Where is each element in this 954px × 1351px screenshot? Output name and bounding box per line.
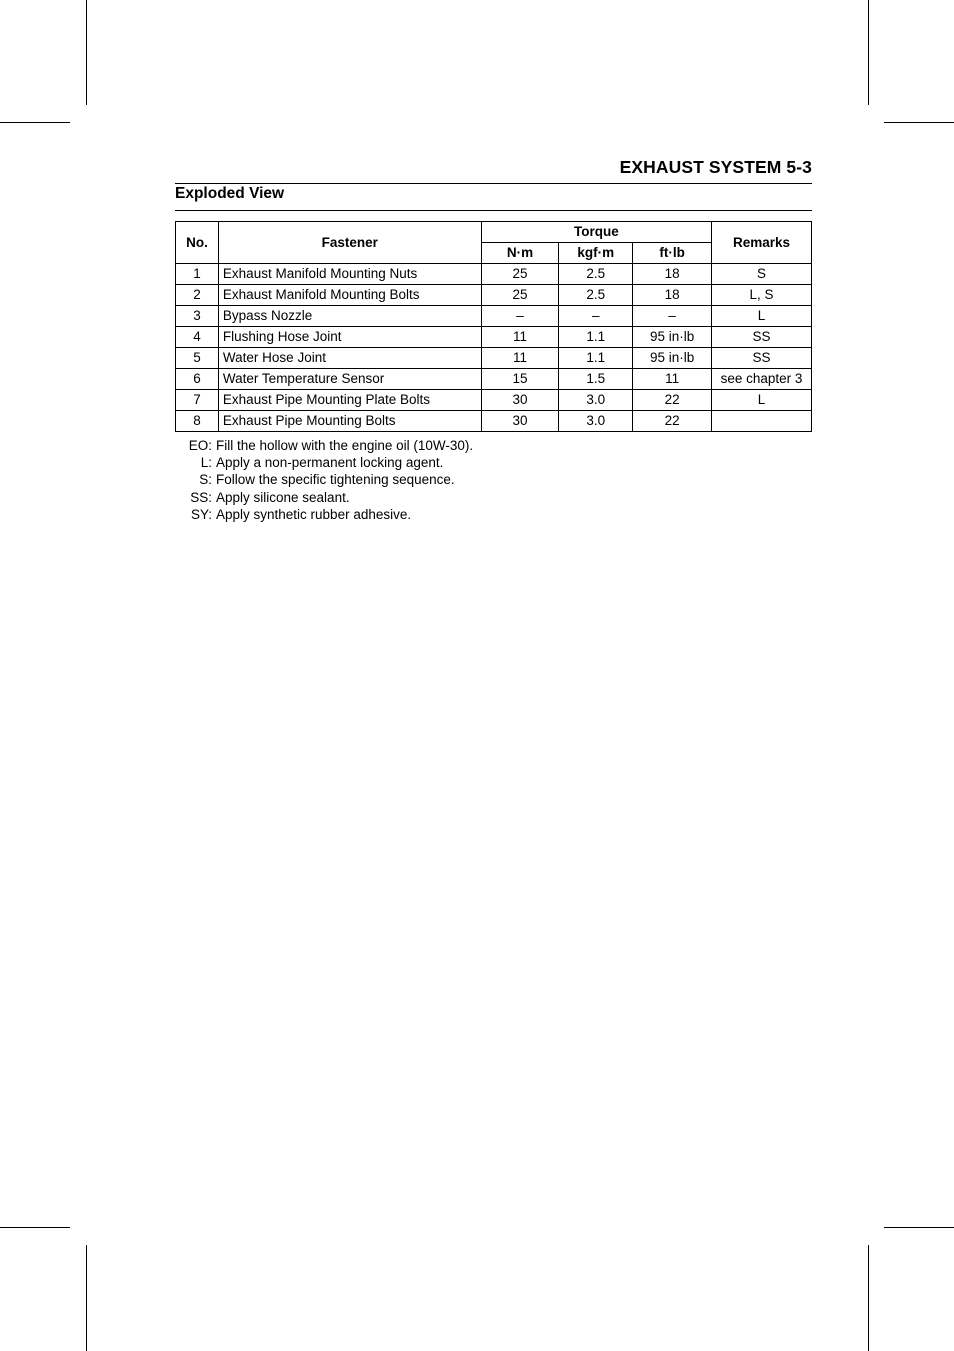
note-text: Follow the specific tightening sequence. bbox=[216, 472, 455, 488]
note-item bbox=[175, 454, 473, 471]
cell-remarks: see chapter 3 bbox=[712, 369, 812, 390]
page-header-title: EXHAUST SYSTEM 5-3 bbox=[619, 157, 812, 177]
crop-mark-top-left-vertical bbox=[86, 0, 87, 105]
cell-no: 5 bbox=[176, 348, 219, 369]
table-row bbox=[176, 306, 812, 327]
crop-mark-bottom-right-horizontal bbox=[884, 1227, 954, 1228]
section-rule bbox=[175, 210, 812, 211]
note-text: Apply a non-permanent locking agent. bbox=[216, 455, 444, 471]
crop-mark-top-right-vertical bbox=[868, 0, 869, 105]
cell-nm: – bbox=[481, 306, 559, 327]
notes-list bbox=[175, 437, 473, 523]
section-title: Exploded View bbox=[175, 185, 285, 202]
header-fastener: Fastener bbox=[218, 222, 481, 264]
cell-no: 7 bbox=[176, 390, 219, 411]
note-code: S: bbox=[199, 472, 212, 488]
torque-table bbox=[175, 221, 812, 432]
crop-mark-bottom-left-horizontal bbox=[0, 1227, 70, 1228]
cell-fastener: Water Hose Joint bbox=[218, 348, 481, 369]
cell-remarks bbox=[712, 411, 812, 432]
cell-no: 3 bbox=[176, 306, 219, 327]
crop-mark-bottom-left-vertical bbox=[86, 1245, 87, 1351]
table-row bbox=[176, 390, 812, 411]
crop-mark-top-right-horizontal bbox=[884, 122, 954, 123]
note-item bbox=[175, 489, 473, 506]
cell-remarks: L, S bbox=[712, 285, 812, 306]
cell-nm: 25 bbox=[481, 285, 559, 306]
cell-kgfm: 2.5 bbox=[559, 264, 633, 285]
note-text: Apply synthetic rubber adhesive. bbox=[216, 506, 412, 522]
cell-kgfm: 3.0 bbox=[559, 411, 633, 432]
cell-fastener: Bypass Nozzle bbox=[218, 306, 481, 327]
note-item bbox=[175, 471, 473, 488]
header-rule bbox=[175, 183, 812, 184]
cell-nm: 30 bbox=[481, 390, 559, 411]
table-row bbox=[176, 348, 812, 369]
cell-fastener: Water Temperature Sensor bbox=[218, 369, 481, 390]
cell-kgfm: 1.1 bbox=[559, 348, 633, 369]
header-unit-ftlb: ft·lb bbox=[633, 243, 712, 264]
cell-ftlb: 95 in·lb bbox=[633, 327, 712, 348]
cell-kgfm: 2.5 bbox=[559, 285, 633, 306]
cell-kgfm: 3.0 bbox=[559, 390, 633, 411]
crop-mark-bottom-right-vertical bbox=[868, 1245, 869, 1351]
cell-kgfm: – bbox=[559, 306, 633, 327]
table-row bbox=[176, 285, 812, 306]
note-text: Apply silicone sealant. bbox=[216, 489, 350, 505]
cell-no: 4 bbox=[176, 327, 219, 348]
cell-fastener: Exhaust Pipe Mounting Bolts bbox=[218, 411, 481, 432]
cell-nm: 30 bbox=[481, 411, 559, 432]
header-unit-nm: N·m bbox=[481, 243, 559, 264]
cell-kgfm: 1.1 bbox=[559, 327, 633, 348]
cell-ftlb: – bbox=[633, 306, 712, 327]
note-item bbox=[175, 506, 473, 523]
header-remarks: Remarks bbox=[712, 222, 812, 264]
cell-ftlb: 11 bbox=[633, 369, 712, 390]
cell-fastener: Exhaust Manifold Mounting Bolts bbox=[218, 285, 481, 306]
cell-remarks: L bbox=[712, 390, 812, 411]
note-code: SY: bbox=[190, 506, 212, 522]
cell-fastener: Exhaust Manifold Mounting Nuts bbox=[218, 264, 481, 285]
cell-ftlb: 95 in·lb bbox=[633, 348, 712, 369]
header-torque: Torque bbox=[481, 222, 711, 243]
table-row bbox=[176, 264, 812, 285]
cell-remarks: SS bbox=[712, 327, 812, 348]
note-code: EO: bbox=[188, 438, 212, 453]
cell-remarks: S bbox=[712, 264, 812, 285]
note-item bbox=[175, 437, 473, 454]
cell-no: 1 bbox=[176, 264, 219, 285]
cell-fastener: Exhaust Pipe Mounting Plate Bolts bbox=[218, 390, 481, 411]
cell-no: 8 bbox=[176, 411, 219, 432]
table-row bbox=[176, 369, 812, 390]
cell-no: 6 bbox=[176, 369, 219, 390]
cell-no: 2 bbox=[176, 285, 219, 306]
crop-mark-top-left-horizontal bbox=[0, 122, 70, 123]
note-code: SS: bbox=[190, 489, 212, 505]
cell-nm: 25 bbox=[481, 264, 559, 285]
note-text: Fill the hollow with the engine oil (10W-30). bbox=[216, 438, 474, 453]
cell-ftlb: 22 bbox=[633, 390, 712, 411]
cell-kgfm: 1.5 bbox=[559, 369, 633, 390]
header-unit-kgfm: kgf·m bbox=[559, 243, 633, 264]
table-row bbox=[176, 411, 812, 432]
cell-fastener: Flushing Hose Joint bbox=[218, 327, 481, 348]
cell-nm: 15 bbox=[481, 369, 559, 390]
cell-remarks: L bbox=[712, 306, 812, 327]
cell-nm: 11 bbox=[481, 327, 559, 348]
table-row bbox=[176, 327, 812, 348]
cell-ftlb: 22 bbox=[633, 411, 712, 432]
cell-ftlb: 18 bbox=[633, 264, 712, 285]
header-no: No. bbox=[176, 222, 219, 264]
cell-nm: 11 bbox=[481, 348, 559, 369]
cell-ftlb: 18 bbox=[633, 285, 712, 306]
cell-remarks: SS bbox=[712, 348, 812, 369]
note-code: L: bbox=[200, 455, 212, 471]
